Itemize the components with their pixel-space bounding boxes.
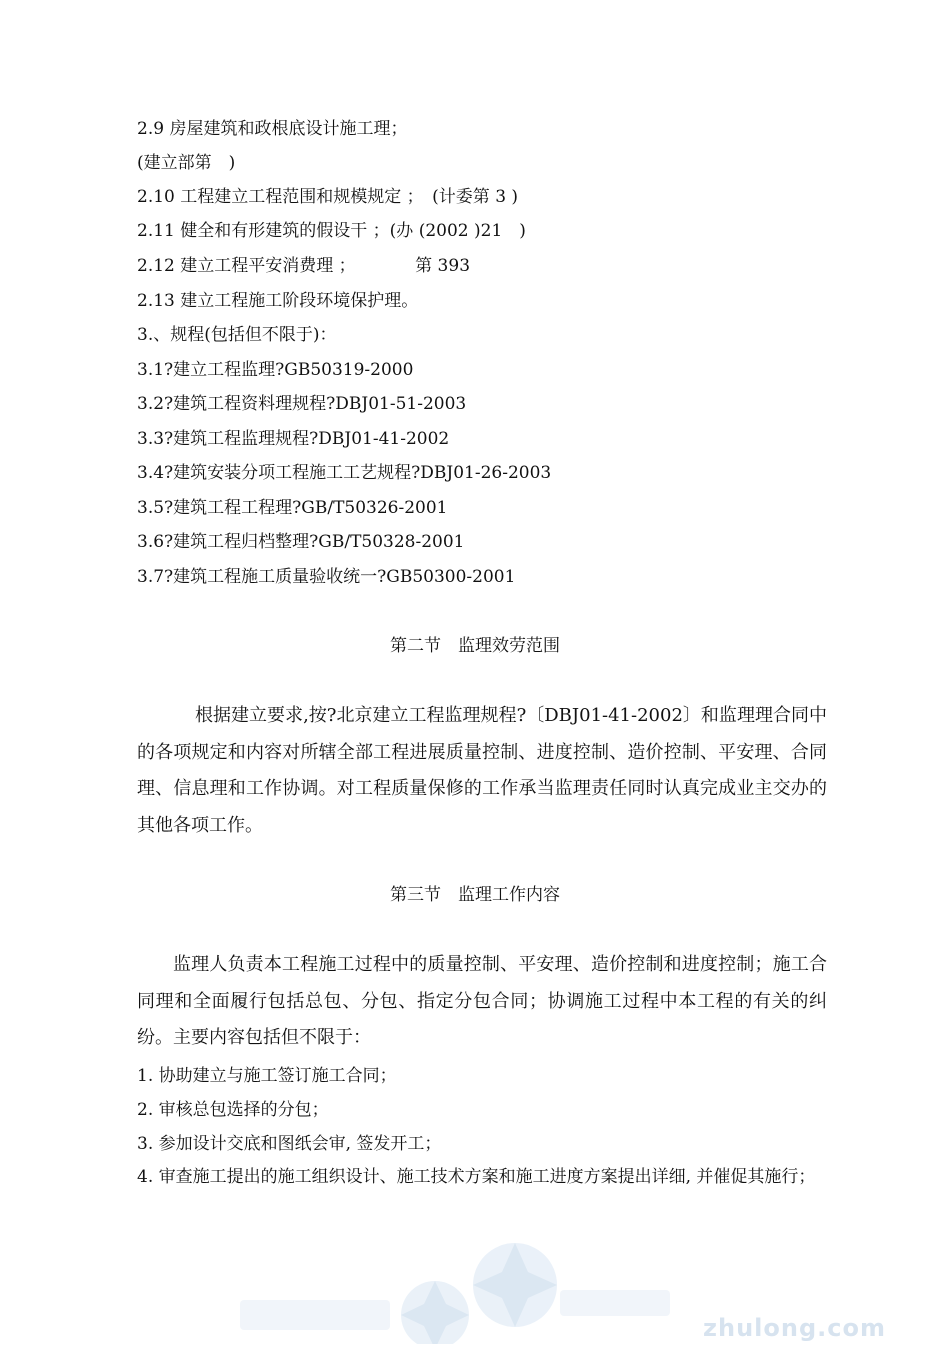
list-item-2: 2. 审核总包选择的分包；	[137, 1100, 329, 1120]
section-3-paragraph: 监理人负责本工程施工过程中的质量控制、平安理、造价控制和进度控制；施工合同理和全面履行包括总包、分包、指定分包合同；协调施工过程中本工程的有关的纠纷。主要内容包括但不限于：	[137, 954, 827, 1048]
text-line-3-5: 3.5?建筑工程工程理?GB/T50326-2001	[137, 498, 448, 518]
text-line-3-4: 3.4?建筑安装分项工程施工工艺规程?DBJ01-26-2003	[137, 463, 552, 483]
text-line-3-7: 3.7?建筑工程施工质量验收统一?GB50300-2001	[137, 567, 516, 587]
section-3-heading: 第三节 监理工作内容	[390, 885, 560, 905]
watermark-logo-icon	[0, 1230, 950, 1344]
text-line-3-2: 3.2?建筑工程资料理规程?DBJ01-51-2003	[137, 394, 467, 414]
list-item-4: 4. 审查施工提出的施工组织设计、施工技术方案和施工进度方案提出详细, 并催促其施行；	[137, 1167, 816, 1187]
watermark-text: zhulong.com	[703, 1314, 886, 1342]
list-item-1: 1. 协助建立与施工签订施工合同；	[137, 1066, 397, 1086]
text-line-2-11: 2.11 健全和有形建筑的假设干 ；(办 (2002 )21 )	[137, 221, 526, 241]
text-line-3-regulations: 3.、规程(包括但不限于)：	[137, 325, 337, 345]
list-item-3: 3. 参加设计交底和图纸会审, 签发开工；	[137, 1134, 442, 1154]
text-line-2-9: 2.9 房屋建筑和政根底设计施工理；	[137, 119, 408, 139]
text-line-ministry: (建立部第 )	[137, 153, 236, 173]
section-2-heading: 第二节 监理效劳范围	[390, 636, 560, 656]
text-line-3-3: 3.3?建筑工程监理规程?DBJ01-41-2002	[137, 429, 450, 449]
text-line-3-1: 3.1?建立工程监理?GB50319-2000	[137, 360, 414, 380]
text-line-2-10: 2.10 工程建立工程范围和规模规定 ； (计委第 3 )	[137, 187, 519, 207]
section-2-paragraph: 根据建立要求,按?北京建立工程监理规程?〔DBJ01-41-2002〕和监理理合同中的各项规定和内容对所辖全部工程进展质量控制、进度控制、造价控制、平安理、合同理、信息理和工作协调。对工程质量保修的工作承当监理责任同时认真完成业主交办的其他各项工作。	[137, 705, 827, 836]
watermark	[0, 1230, 950, 1344]
text-line-2-12: 2.12 建立工程平安消费理 ； 第 393	[137, 256, 471, 276]
text-line-2-13: 2.13 建立工程施工阶段环境保护理。	[137, 291, 419, 311]
text-line-3-6: 3.6?建筑工程归档整理?GB/T50328-2001	[137, 532, 465, 552]
